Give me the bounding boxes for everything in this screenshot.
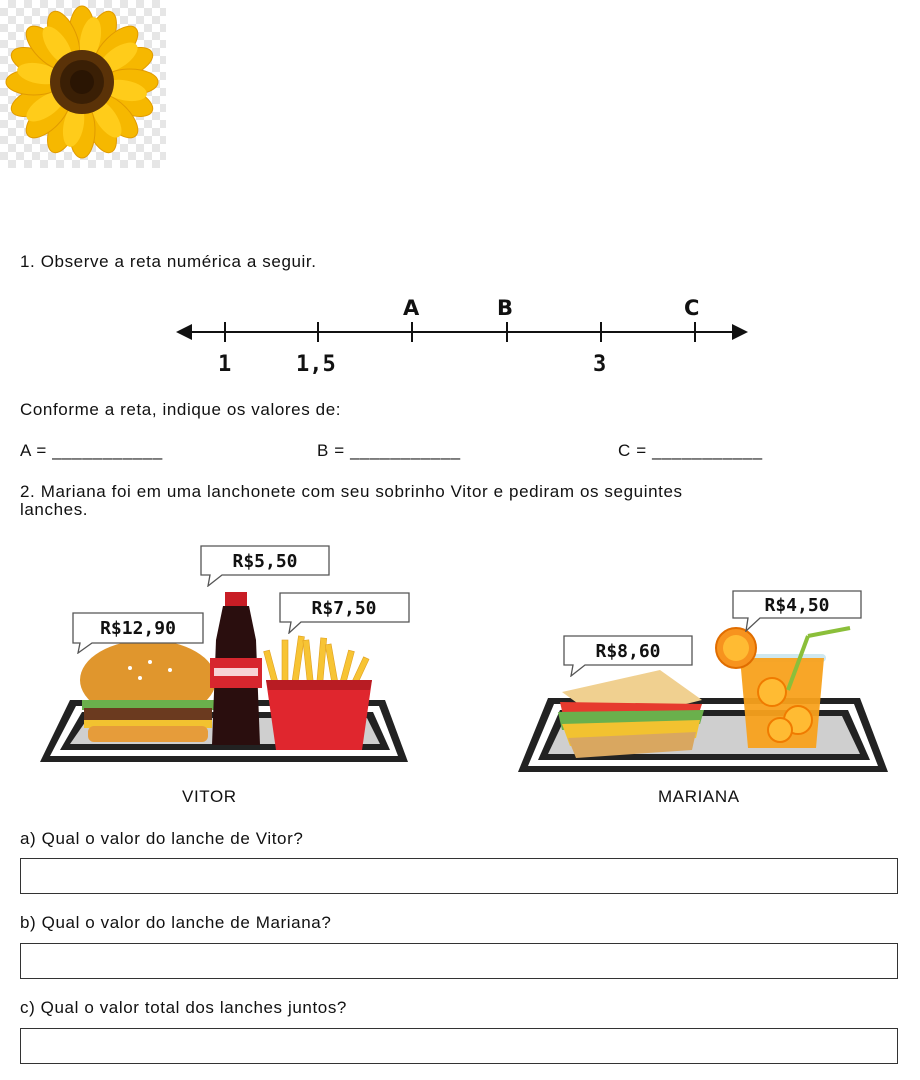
price-soda: R$5,50	[232, 551, 298, 572]
question-2-prompt-line1: 2. Mariana foi em uma lanchonete com seu sobrinho Vitor e pediram os seguintes	[20, 482, 683, 501]
answer-box-a[interactable]	[20, 858, 898, 894]
sub-question-c: c) Qual o valor total dos lanches juntos?	[20, 998, 347, 1017]
burger-icon	[80, 640, 216, 742]
answer-c-blank[interactable]: ___________	[652, 441, 763, 460]
answer-c	[618, 441, 763, 461]
point-label-a: A	[403, 296, 420, 320]
price-tag-burger	[72, 612, 204, 654]
sandwich-icon	[558, 670, 704, 758]
vitor-label: VITOR	[182, 787, 237, 806]
answer-b-label: B =	[317, 441, 345, 460]
tick-label-1-5: 1,5	[296, 352, 336, 377]
sub-question-a: a) Qual o valor do lanche de Vitor?	[20, 829, 304, 848]
tick-label-3: 3	[593, 352, 607, 377]
answer-a-blank[interactable]: ___________	[52, 441, 163, 460]
answer-box-c[interactable]	[20, 1028, 898, 1064]
answer-a-label: A =	[20, 441, 47, 460]
price-fries: R$7,50	[311, 598, 377, 619]
answer-box-b[interactable]	[20, 943, 898, 979]
answer-a	[20, 441, 163, 461]
answer-b	[317, 441, 461, 461]
price-tag-soda	[200, 545, 330, 587]
number-line	[170, 290, 760, 380]
price-tag-juice	[732, 590, 862, 632]
sub-question-b: b) Qual o valor do lanche de Mariana?	[20, 913, 332, 932]
question-2-prompt-line2: lanches.	[20, 500, 89, 519]
sunflower-image	[0, 0, 166, 168]
price-sandwich: R$8,60	[595, 641, 661, 662]
left-arrow-icon	[176, 324, 192, 340]
fries-icon	[264, 636, 372, 750]
price-tag-fries	[279, 592, 410, 634]
mariana-label: MARIANA	[658, 787, 740, 806]
question-1-prompt: 1. Observe a reta numérica a seguir.	[20, 252, 317, 271]
price-juice: R$4,50	[764, 595, 830, 616]
answer-b-blank[interactable]: ___________	[350, 441, 461, 460]
soda-bottle-icon	[210, 592, 262, 745]
point-label-c: C	[684, 296, 700, 320]
question-1-instruction: Conforme a reta, indique os valores de:	[20, 400, 342, 419]
answer-c-label: C =	[618, 441, 647, 460]
point-label-b: B	[497, 296, 514, 320]
price-burger: R$12,90	[100, 618, 176, 639]
tick-label-1: 1	[218, 352, 232, 377]
price-tag-sandwich	[563, 635, 693, 677]
right-arrow-icon	[732, 324, 748, 340]
